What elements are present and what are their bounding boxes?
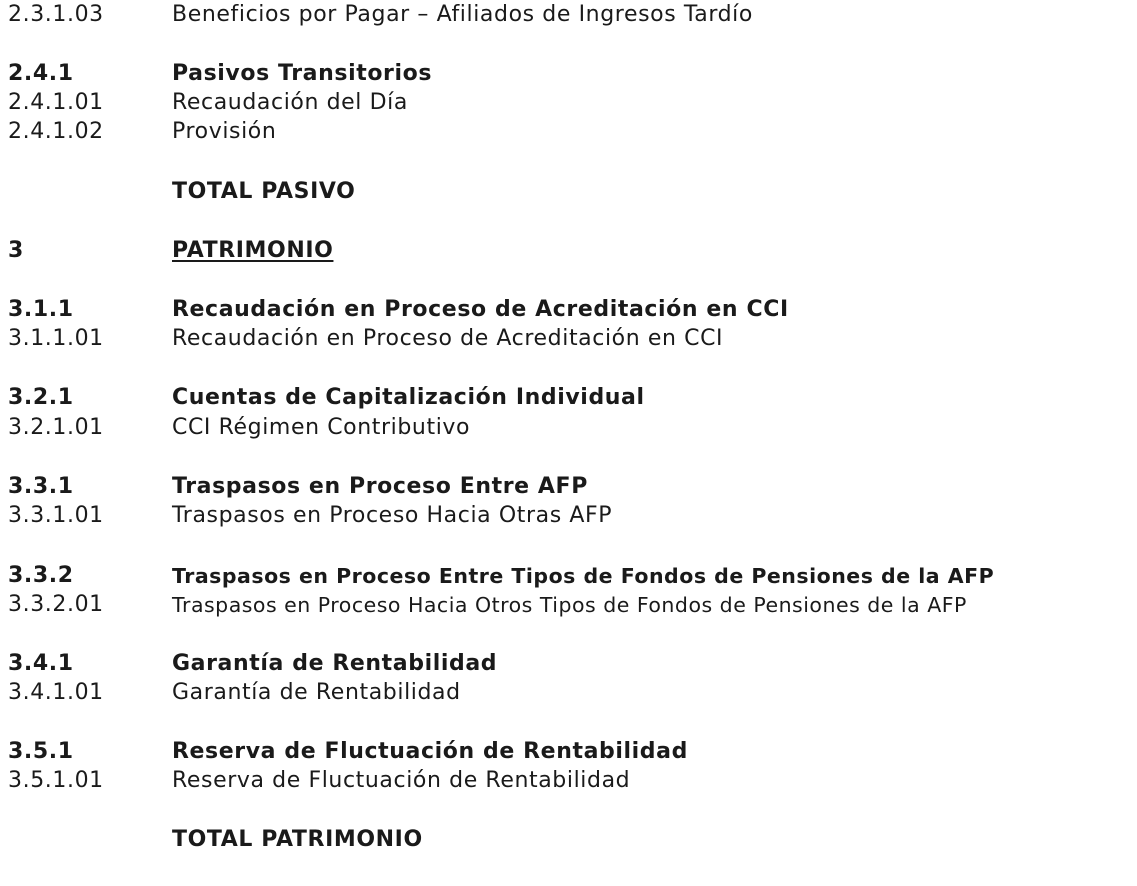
account-group-name: Traspasos en Proceso Entre AFP	[172, 474, 588, 499]
total-row	[0, 177, 1137, 207]
account-group-name: Cuentas de Capitalización Individual	[172, 385, 645, 410]
total-row	[0, 825, 1137, 855]
account-row	[0, 88, 1137, 118]
account-name: Provisión	[172, 119, 277, 144]
account-group-row	[0, 561, 1137, 591]
account-code: 3.5.1.01	[8, 768, 104, 793]
account-row	[0, 590, 1137, 620]
account-group-name: Reserva de Fluctuación de Rentabilidad	[172, 739, 688, 764]
account-group-name: Traspasos en Proceso Entre Tipos de Fondos de Pensiones de la AFP	[172, 564, 995, 588]
account-code: 3.3.1.01	[8, 503, 104, 528]
account-group-code: 3.2.1	[8, 385, 74, 410]
account-name: Beneficios por Pagar – Afiliados de Ingresos Tardío	[172, 2, 753, 27]
account-code: 3.2.1.01	[8, 415, 104, 440]
account-name: Garantía de Rentabilidad	[172, 680, 461, 705]
account-group-row	[0, 295, 1137, 325]
account-code: 3.4.1.01	[8, 680, 104, 705]
account-name: Traspasos en Proceso Hacia Otras AFP	[172, 503, 613, 528]
account-name: Traspasos en Proceso Hacia Otros Tipos de Fondos de Pensiones de la AFP	[172, 593, 967, 617]
account-code: 2.4.1.01	[8, 90, 104, 115]
account-code: 3.3.2.01	[8, 592, 104, 617]
section-code: 3	[8, 238, 24, 263]
total-patrimonio-label: TOTAL PATRIMONIO	[172, 827, 423, 852]
section-header-row	[0, 236, 1137, 266]
account-row	[0, 324, 1137, 354]
account-row	[0, 766, 1137, 796]
account-group-code: 3.4.1	[8, 651, 74, 676]
account-group-code: 2.4.1	[8, 61, 74, 86]
account-group-name: Garantía de Rentabilidad	[172, 651, 498, 676]
account-row	[0, 501, 1137, 531]
account-row	[0, 678, 1137, 708]
account-group-row	[0, 383, 1137, 413]
account-group-row	[0, 472, 1137, 502]
account-group-code: 3.3.1	[8, 474, 74, 499]
account-name: Recaudación en Proceso de Acreditación en CCI	[172, 326, 724, 351]
account-group-row	[0, 649, 1137, 679]
account-code: 3.1.1.01	[8, 326, 104, 351]
account-name: Recaudación del Día	[172, 90, 408, 115]
account-row	[0, 0, 1137, 30]
section-title: PATRIMONIO	[172, 238, 334, 263]
account-row	[0, 117, 1137, 147]
account-group-row	[0, 737, 1137, 767]
account-row	[0, 413, 1137, 443]
account-group-code: 3.5.1	[8, 739, 74, 764]
account-group-name: Pasivos Transitorios	[172, 61, 433, 86]
account-group-row	[0, 59, 1137, 89]
account-group-name: Recaudación en Proceso de Acreditación en CCI	[172, 297, 789, 322]
account-name: CCI Régimen Contributivo	[172, 415, 471, 440]
account-code: 2.3.1.03	[8, 2, 104, 27]
account-code: 2.4.1.02	[8, 119, 104, 144]
account-name: Reserva de Fluctuación de Rentabilidad	[172, 768, 631, 793]
total-pasivo-label: TOTAL PASIVO	[172, 179, 356, 204]
account-group-code: 3.3.2	[8, 563, 74, 588]
account-group-code: 3.1.1	[8, 297, 74, 322]
